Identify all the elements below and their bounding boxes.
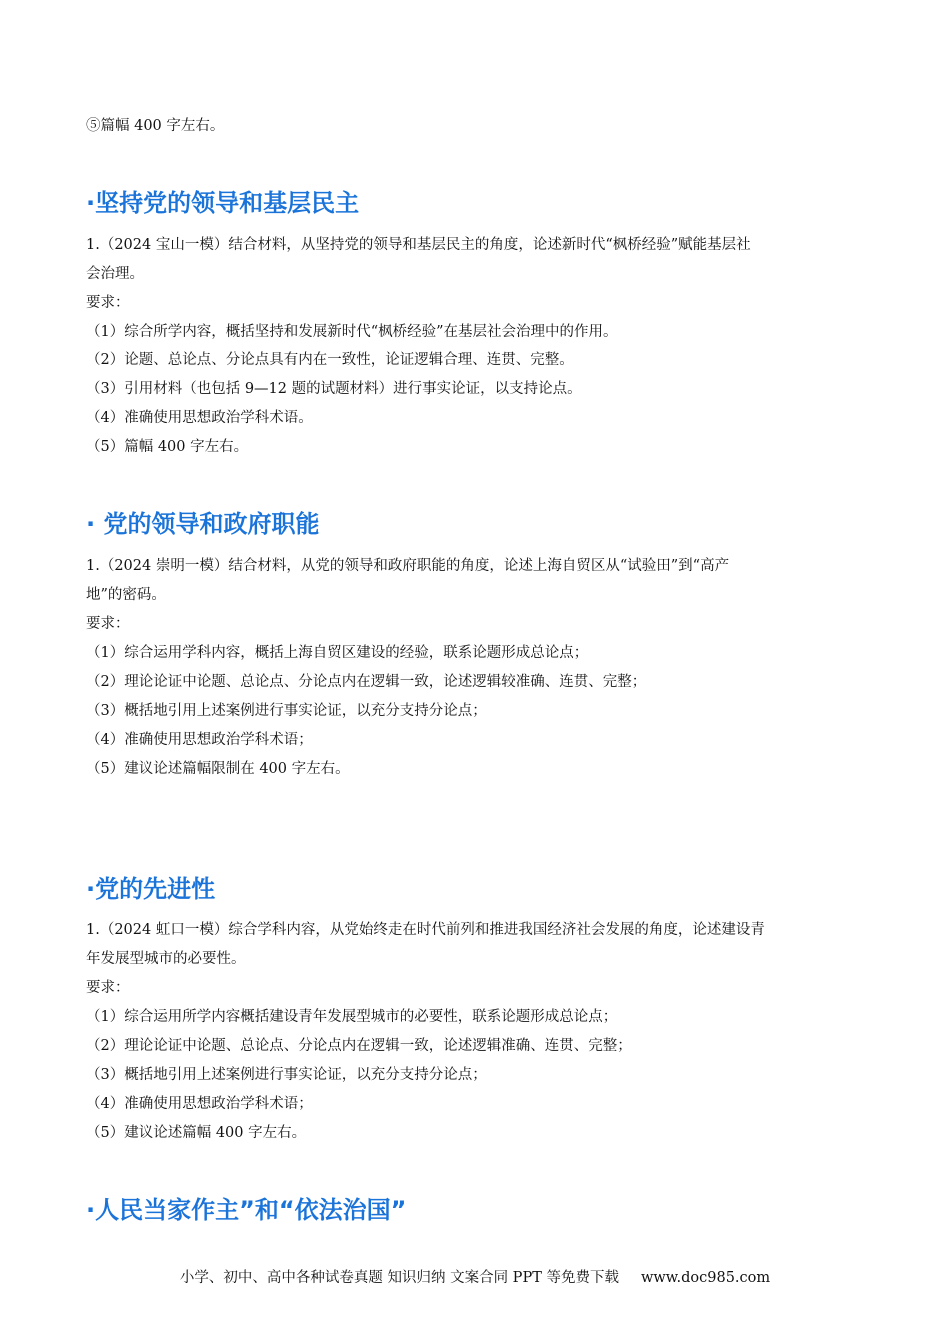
- page-footer: [0, 1268, 950, 1288]
- question-text-line: 1.（2024 虹口一模）综合学科内容，从党始终走在时代前列和推进我国经济社会发展的角度，论述建设青: [86, 922, 765, 938]
- requirement-item: （4）准确使用思想政治学科术语。: [86, 410, 313, 426]
- requirement-item: （2）理论论证中论题、总论点、分论点内在逻辑一致，论述逻辑较准确、连贯、完整；: [86, 674, 647, 690]
- question-text-line: 1.（2024 宝山一模）结合材料，从坚持党的领导和基层民主的角度，论述新时代“枫桥经验”赋能基层社: [86, 237, 751, 253]
- footer-url-link[interactable]: www.doc985.com: [640, 1270, 771, 1286]
- question-text-line: 年发展型城市的必要性。: [86, 951, 246, 967]
- requirement-item: （5）篇幅 400 字左右。: [86, 439, 249, 455]
- requirements-label: 要求：: [86, 295, 130, 311]
- question-text-line: 1.（2024 崇明一模）结合材料，从党的领导和政府职能的角度，论述上海自贸区从“试验田”到“高产: [86, 558, 730, 574]
- requirement-item: （3）概括地引用上述案例进行事实论证，以充分支持分论点；: [86, 1067, 487, 1083]
- top-item-text: ⑤篇幅 400 字左右。: [86, 118, 225, 134]
- requirement-item: （4）准确使用思想政治学科术语；: [86, 732, 313, 748]
- section-heading-people-rule-of-law: ·人民当家作主”和“依法治国”: [86, 1196, 407, 1224]
- requirement-item: （1）综合所学内容，概括坚持和发展新时代“枫桥经验”在基层社会治理中的作用。: [86, 324, 618, 340]
- question-text-line: 地”的密码。: [86, 587, 166, 603]
- requirements-label: 要求：: [86, 980, 130, 996]
- section-heading-leadership-government: · 党的领导和政府职能: [86, 510, 320, 538]
- requirement-item: （2）理论论证中论题、总论点、分论点内在逻辑一致，论述逻辑准确、连贯、完整；: [86, 1038, 632, 1054]
- requirements-label: 要求：: [86, 616, 130, 632]
- requirement-item: （1）综合运用学科内容，概括上海自贸区建设的经验，联系论题形成总论点；: [86, 645, 589, 661]
- requirement-item: （4）准确使用思想政治学科术语；: [86, 1096, 313, 1112]
- section-heading-leadership-democracy: ·坚持党的领导和基层民主: [86, 189, 360, 217]
- section-heading-party-advanced-nature: ·党的先进性: [86, 875, 216, 903]
- requirement-item: （3）引用材料（也包括 9—12 题的试题材料）进行事实论证，以支持论点。: [86, 381, 582, 397]
- requirement-item: （3）概括地引用上述案例进行事实论证，以充分支持分论点；: [86, 703, 487, 719]
- requirement-item: （5）建议论述篇幅 400 字左右。: [86, 1125, 307, 1141]
- footer-text: 小学、初中、高中各种试卷真题 知识归纳 文案合同 PPT 等免费下载: [179, 1270, 619, 1286]
- requirement-item: （2）论题、总论点、分论点具有内在一致性，论证逻辑合理、连贯、完整。: [86, 352, 574, 368]
- question-text-line: 会治理。: [86, 266, 144, 282]
- requirement-item: （1）综合运用所学内容概括建设青年发展型城市的必要性，联系论题形成总论点；: [86, 1009, 618, 1025]
- requirement-item: （5）建议论述篇幅限制在 400 字左右。: [86, 761, 350, 777]
